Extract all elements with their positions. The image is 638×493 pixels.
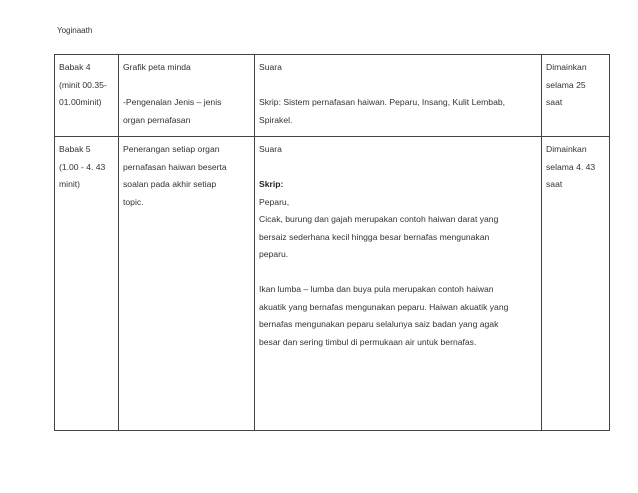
visual-text: topic. — [123, 196, 144, 207]
script-text: Ikan lumba – lumba dan buya pula merupakan contoh haiwan — [259, 284, 494, 294]
script-text: bernafas mengunakan peparu selalunya saiz badan yang agak — [259, 319, 499, 329]
scene-title: Babak 4 — [59, 62, 91, 72]
script-text: Spirakel. — [259, 114, 293, 125]
visual-cell — [119, 55, 255, 137]
duration-text: saat — [546, 97, 563, 107]
script-text: Cicak, burung dan gajah merupakan contoh haiwan darat yang — [259, 214, 499, 224]
author-header: Yoginaath — [57, 26, 93, 35]
script-heading: Skrip: — [259, 179, 284, 189]
script-text: Skrip: Sistem pernafasan haiwan. Peparu, Insang, Kulit Lembab, — [259, 97, 506, 107]
scene-time: 01.00minit) — [59, 97, 102, 107]
duration-text: Dimainkan — [546, 144, 587, 154]
duration-cell — [542, 137, 610, 431]
scene-title: Babak 5 — [59, 144, 91, 154]
visual-text: Penerangan setiap organ — [123, 144, 220, 154]
script-text: bersaiz sederhana kecil hingga besar bernafas mengunakan — [259, 231, 490, 242]
duration-text: Dimainkan — [546, 62, 587, 72]
scene-time: minit) — [59, 179, 81, 189]
script-text: akuatik yang bernafas mengunakan peparu. Haiwan akuatik yang — [259, 301, 509, 312]
storyboard-table — [54, 54, 610, 431]
visual-text: soalan pada akhir setiap — [123, 179, 217, 189]
audio-cell — [255, 137, 542, 431]
scene-time: (minit 00.35- — [59, 79, 107, 90]
visual-text: -Pengenalan Jenis – jenis — [123, 97, 222, 107]
duration-cell — [542, 55, 610, 137]
table-row — [55, 137, 610, 431]
visual-text: pernafasan haiwan beserta — [123, 161, 227, 172]
table-row — [55, 55, 610, 137]
scene-time: (1.00 - 4. 43 — [59, 161, 106, 172]
scene-cell — [55, 137, 119, 431]
visual-text: organ pernafasan — [123, 114, 191, 125]
script-text: besar dan sering timbul di permukaan air untuk bernafas. — [259, 336, 477, 347]
audio-cell — [255, 55, 542, 137]
audio-label: Suara — [259, 144, 282, 154]
visual-text: Grafik peta minda — [123, 62, 191, 72]
script-text: peparu. — [259, 249, 289, 259]
script-text: Peparu, — [259, 196, 290, 207]
duration-text: saat — [546, 179, 563, 189]
audio-label: Suara — [259, 62, 282, 72]
scene-cell — [55, 55, 119, 137]
visual-cell — [119, 137, 255, 431]
duration-text: selama 4. 43 — [546, 161, 596, 172]
duration-text: selama 25 — [546, 79, 586, 90]
